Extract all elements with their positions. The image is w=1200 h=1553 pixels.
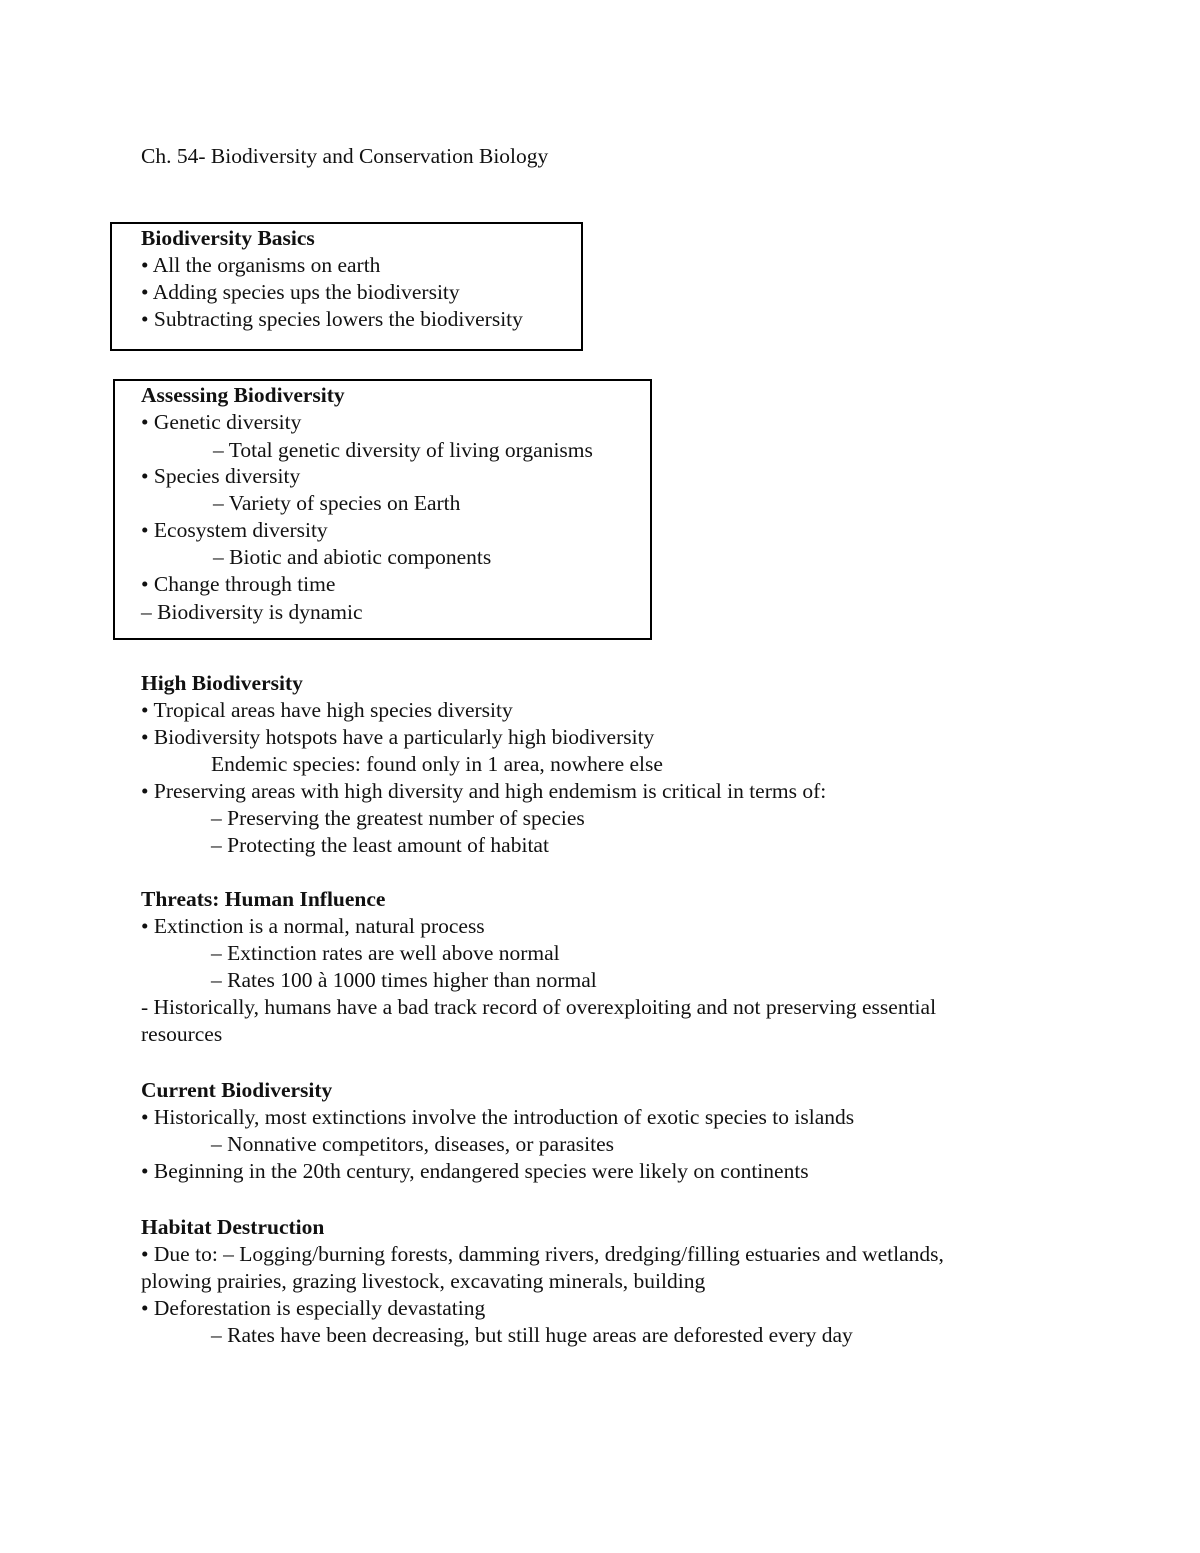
sub-bullet-line: – Biodiversity is dynamic	[141, 600, 363, 624]
sub-bullet-line: – Extinction rates are well above normal	[211, 941, 560, 965]
section-heading: Biodiversity Basics	[141, 226, 315, 250]
continuation-line: resources	[141, 1022, 223, 1046]
document-title: Ch. 54- Biodiversity and Conservation Biology	[141, 144, 549, 168]
bullet-line: • Deforestation is especially devastating	[141, 1296, 486, 1320]
bullet-line: • Beginning in the 20th century, endangered species were likely on continents	[141, 1159, 809, 1183]
sub-bullet-line: Endemic species: found only in 1 area, nowhere else	[211, 752, 663, 776]
bullet-line: • Subtracting species lowers the biodiversity	[141, 307, 523, 331]
bullet-line: - Historically, humans have a bad track record of overexploiting and not preserving essential	[141, 995, 937, 1019]
section-heading: High Biodiversity	[141, 671, 303, 695]
bullet-line: • Adding species ups the biodiversity	[141, 280, 460, 304]
bullet-line: • Due to: – Logging/burning forests, damming rivers, dredging/filling estuaries and wetlands,	[141, 1242, 944, 1266]
sub-bullet-line: – Rates have been decreasing, but still huge areas are deforested every day	[211, 1323, 853, 1347]
bullet-line: • Genetic diversity	[141, 410, 302, 434]
bullet-line: • All the organisms on earth	[141, 253, 381, 277]
sub-bullet-line: – Total genetic diversity of living organisms	[213, 438, 593, 462]
bullet-line: • Preserving areas with high diversity and high endemism is critical in terms of:	[141, 779, 827, 803]
section-heading: Assessing Biodiversity	[141, 383, 345, 407]
sub-bullet-line: – Biotic and abiotic components	[213, 545, 492, 569]
section-heading: Current Biodiversity	[141, 1078, 333, 1102]
sub-bullet-line: – Nonnative competitors, diseases, or parasites	[211, 1132, 615, 1156]
sub-bullet-line: – Preserving the greatest number of species	[211, 806, 585, 830]
bullet-line: • Ecosystem diversity	[141, 518, 328, 542]
bullet-line: • Change through time	[141, 572, 336, 596]
bullet-line: • Tropical areas have high species diversity	[141, 698, 513, 722]
bullet-line: • Extinction is a normal, natural process	[141, 914, 485, 938]
section-heading: Threats: Human Influence	[141, 887, 386, 911]
bullet-line: • Biodiversity hotspots have a particularly high biodiversity	[141, 725, 655, 749]
bullet-line: • Historically, most extinctions involve the introduction of exotic species to islands	[141, 1105, 855, 1129]
section-heading: Habitat Destruction	[141, 1215, 325, 1239]
sub-bullet-line: – Variety of species on Earth	[213, 491, 461, 515]
bullet-line: • Species diversity	[141, 464, 301, 488]
sub-bullet-line: – Rates 100 à 1000 times higher than normal	[211, 968, 597, 992]
sub-bullet-line: – Protecting the least amount of habitat	[211, 833, 549, 857]
continuation-line: plowing prairies, grazing livestock, excavating minerals, building	[141, 1269, 706, 1293]
